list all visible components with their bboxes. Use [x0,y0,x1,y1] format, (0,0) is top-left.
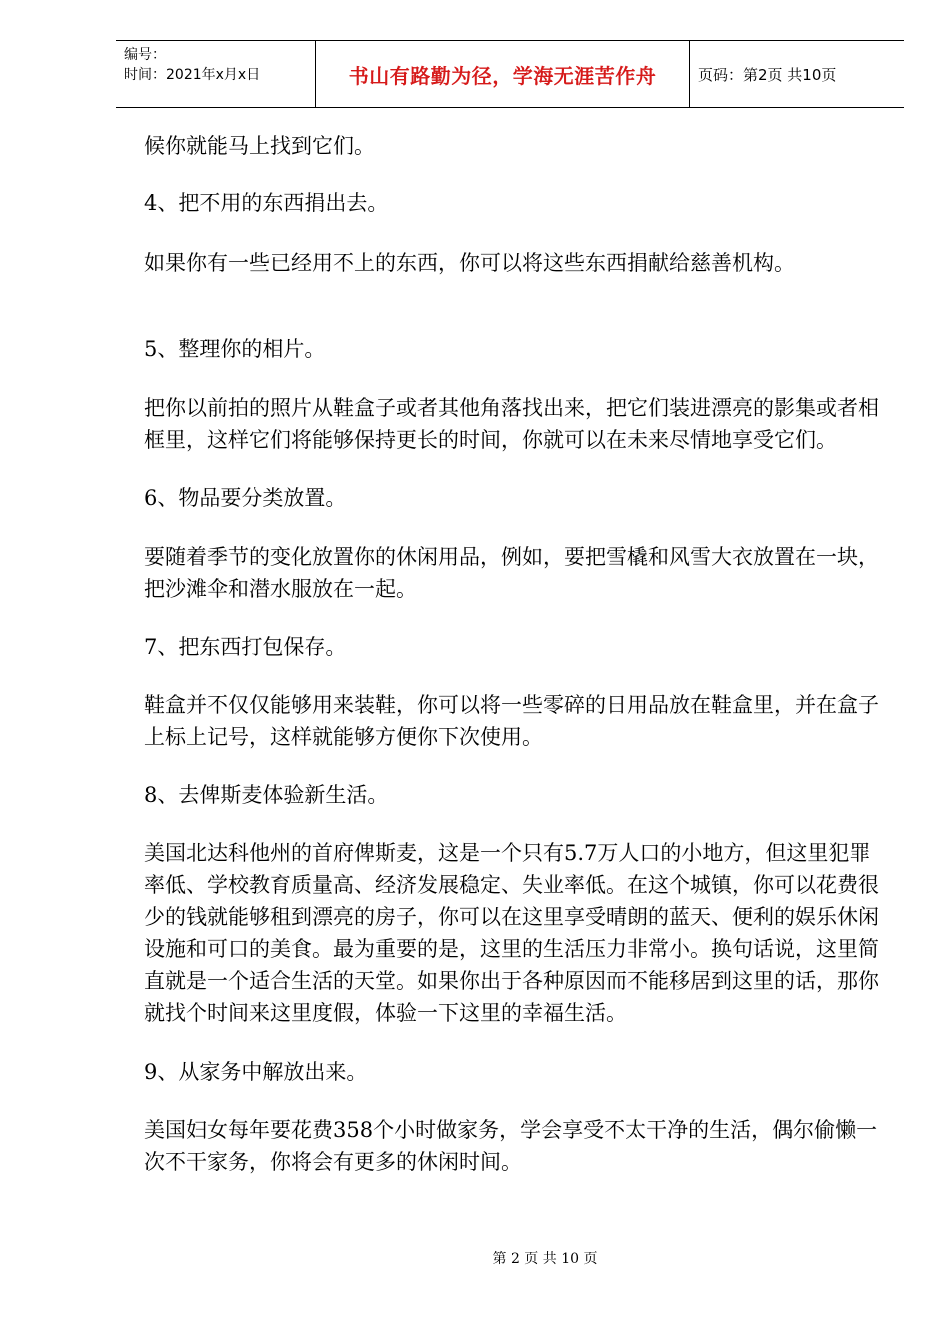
document-body [144,130,879,1178]
document-number-label: 编号： [124,47,166,63]
heading-item-7: 7、把东西打包保存。 [144,635,347,659]
paragraph-item-9: 美国妇女每年要花费358个小时做家务，学会享受不太干净的生活，偶尔偷懒一次不干家务，你将会有更多的休闲时间。 [144,1118,878,1174]
paragraph-item-7: 鞋盒并不仅仅能够用来装鞋，你可以将一些零碎的日用品放在鞋盒里，并在盒子上标上记号，这样就能够方便你下次使用。 [144,693,879,749]
paragraph-continuation: 候你就能马上找到它们。 [144,134,375,158]
page-header [116,40,904,108]
header-page-number: 页码：第2页 共10页 [698,65,837,84]
heading-item-4: 4、把不用的东西捐出去。 [144,191,389,215]
heading-item-8: 8、去俾斯麦体验新生活。 [144,783,389,807]
paragraph-item-4: 如果你有一些已经用不上的东西，你可以将这些东西捐献给慈善机构。 [144,251,795,275]
paragraph-item-8: 美国北达科他州的首府俾斯麦，这是一个只有5.7万人口的小地方，但这里犯罪率低、学校教育质量高、经济发展稳定、失业率低。在这个城镇，你可以花费很少的钱就能够租到漂亮的房子，你可以在这里享受晴朗的蓝天、便利的娱乐休闲设施和可口的美食。最为重要的是，这里的生活压力非常小。换句话说，这里简直就是一个适合生活的天堂。如果你出于各种原因而不能移居到这里的话，那你就找个时间来这里度假，体验一下这里的幸福生活。 [144,841,879,1025]
document-time-label: 时间：2021年x月x日 [124,67,261,83]
paragraph-item-6: 要随着季节的变化放置你的休闲用品，例如，要把雪橇和风雪大衣放置在一块，把沙滩伞和潜水服放在一起。 [144,545,879,601]
heading-item-6: 6、物品要分类放置。 [144,486,347,510]
heading-item-9: 9、从家务中解放出来。 [144,1060,368,1084]
page-footer: 第 2 页 共 10 页 [492,1251,598,1267]
header-meta [116,41,316,107]
heading-item-5: 5、整理你的相片。 [144,337,326,361]
header-motto: 书山有路勤为径，学海无涯苦作舟 [316,41,690,107]
paragraph-item-5: 把你以前拍的照片从鞋盒子或者其他角落找出来，把它们装进漂亮的影集或者相框里，这样它们将能够保持更长的时间，你就可以在未来尽情地享受它们。 [144,396,879,452]
